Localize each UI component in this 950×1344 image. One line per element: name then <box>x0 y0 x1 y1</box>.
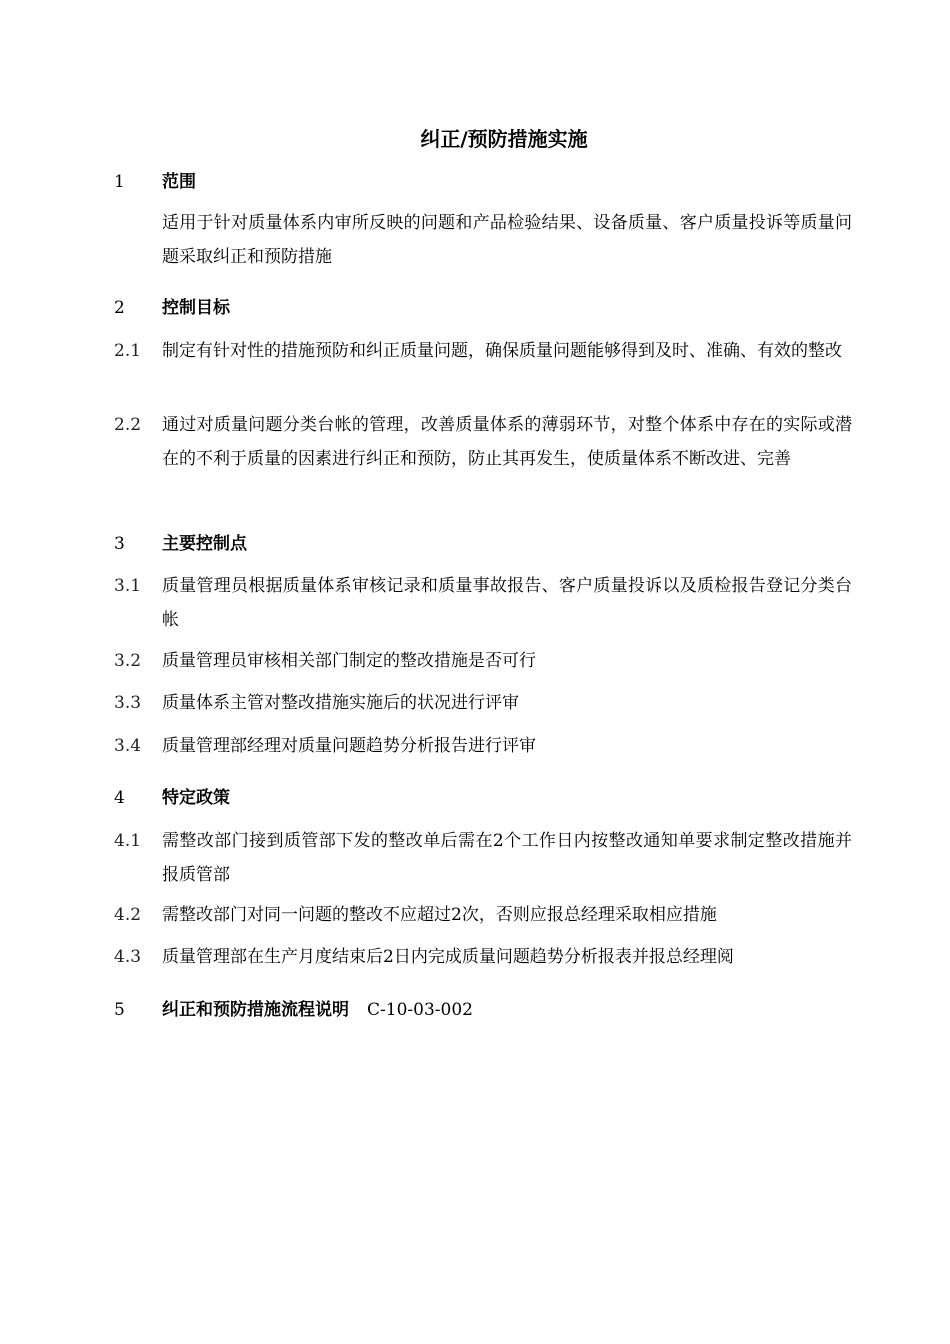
section-heading-2 <box>114 294 230 322</box>
section-number: 2 <box>114 298 125 318</box>
item-text: 质量管理员审核相关部门制定的整改措施是否可行 <box>162 651 536 671</box>
item-text: 质量管理员根据质量体系审核记录和质量事故报告、客户质量投诉以及质检报告登记分类台帐 <box>162 576 852 630</box>
section-number: 5 <box>114 1000 125 1020</box>
item-number: 3.3 <box>114 693 142 713</box>
list-item-4-2 <box>114 898 854 932</box>
item-text: 通过对质量问题分类台帐的管理，改善质量体系的薄弱环节，对整个体系中存在的实际或潜在的不利于质量的因素进行纠正和预防，防止其再发生，使质量体系不断改进、完善 <box>162 415 852 469</box>
section-1-paragraph <box>114 206 854 274</box>
section-number: 3 <box>114 534 125 554</box>
section-title: 纠正和预防措施流程说明 <box>162 1000 349 1020</box>
section-heading-1 <box>114 168 196 196</box>
item-number: 2.2 <box>114 415 142 435</box>
list-item-2-1 <box>114 334 854 368</box>
section-title: 特定政策 <box>162 788 230 808</box>
section-title: 主要控制点 <box>162 534 247 554</box>
item-text: 制定有针对性的措施预防和纠正质量问题，确保质量问题能够得到及时、准确、有效的整改 <box>162 341 842 361</box>
document-title: 纠正/预防措施实施 <box>420 127 588 151</box>
list-item-3-1 <box>114 569 854 637</box>
section-title: 范围 <box>162 172 196 192</box>
item-text: 质量管理部在生产月度结束后2日内完成质量问题趋势分析报表并报总经理阅 <box>162 947 734 967</box>
item-number: 3.1 <box>114 576 142 596</box>
section-heading-5 <box>114 996 473 1024</box>
item-text: 质量管理部经理对质量问题趋势分析报告进行评审 <box>162 736 536 756</box>
paragraph-text: 适用于针对质量体系内审所反映的问题和产品检验结果、设备质量、客户质量投诉等质量问题采取纠正和预防措施 <box>162 213 852 267</box>
item-number: 2.1 <box>114 341 142 361</box>
process-code: C-10-03-002 <box>367 1000 473 1020</box>
section-number: 1 <box>114 172 125 192</box>
item-number: 3.2 <box>114 651 142 671</box>
section-title: 控制目标 <box>162 298 230 318</box>
item-text: 需整改部门接到质管部下发的整改单后需在2个工作日内按整改通知单要求制定整改措施并报质管部 <box>162 831 852 885</box>
item-number: 3.4 <box>114 736 142 756</box>
item-number: 4.3 <box>114 947 142 967</box>
item-text: 需整改部门对同一问题的整改不应超过2次，否则应报总经理采取相应措施 <box>162 905 717 925</box>
list-item-2-2 <box>114 408 854 476</box>
section-number: 4 <box>114 788 125 808</box>
section-heading-3 <box>114 530 247 558</box>
list-item-3-4 <box>114 729 854 763</box>
list-item-4-1 <box>114 824 854 892</box>
list-item-3-3 <box>114 686 854 720</box>
list-item-4-3 <box>114 940 854 974</box>
item-text: 质量体系主管对整改措施实施后的状况进行评审 <box>162 693 519 713</box>
list-item-3-2 <box>114 644 854 678</box>
item-number: 4.1 <box>114 831 142 851</box>
section-heading-4 <box>114 784 230 812</box>
item-number: 4.2 <box>114 905 142 925</box>
